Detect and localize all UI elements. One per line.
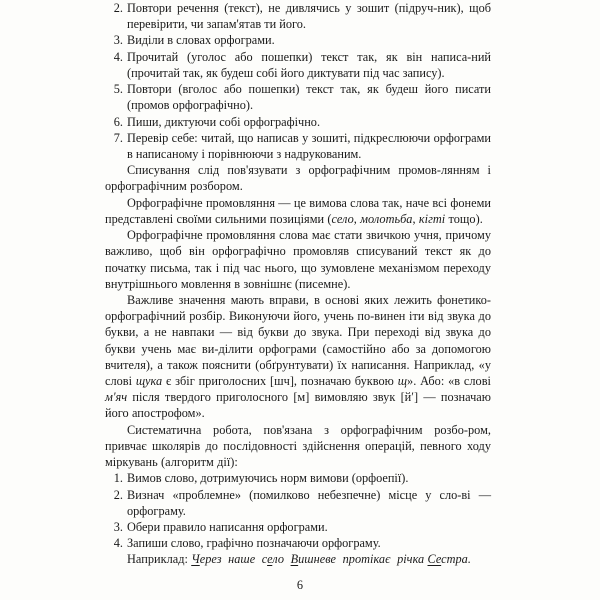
list-item-number: 4. <box>113 536 123 551</box>
orthogram-underline: В <box>290 552 299 567</box>
paragraph-text-part: ». Або: «в слові <box>407 374 491 389</box>
list-item-text: Повтори речення (текст), не дивлячись у зошит (підруч-ник), щоб перевірити, чи запам'ятав ти його. <box>127 1 491 32</box>
example-word-part: стра <box>441 552 468 567</box>
paragraph-zvychka <box>105 227 491 292</box>
list-item-text: Пиши, диктуючи собі орфографічно. <box>127 114 321 129</box>
paragraph-fonetyko-orfografichnyi-rozbir <box>105 292 491 422</box>
list-item <box>105 81 491 113</box>
paragraph-text-part: після твердого приголосного [м] вимовляю звук [й′] — позначаю його апострофом». <box>105 390 491 421</box>
list-item-text: Прочитай (уголос або пошепки) текст так, як він написа-ний (прочитай так, як будеш собі його диктувати під час запису). <box>127 49 491 80</box>
list-item-number: 3. <box>113 33 123 48</box>
list-item-number: 5. <box>113 82 123 97</box>
list-item <box>105 32 491 48</box>
example-word-part: ло <box>272 552 284 567</box>
list-item <box>105 114 491 130</box>
example-lead: Наприклад: <box>127 552 192 567</box>
list-item-number: 4. <box>113 49 123 64</box>
list-item-text: Запиши слово, графічно позначаючи орфограму. <box>127 536 381 551</box>
example-word-part: с <box>261 552 268 567</box>
list-item-text: Перевір себе: читай, що написав у зошиті, підкреслюючи орфограми в написаному і порівнюючи з надрукованим. <box>127 130 491 161</box>
text-column <box>105 0 491 568</box>
list-item <box>105 470 491 486</box>
orthogram-underline: е <box>267 552 273 567</box>
italic-term-selo: село <box>331 211 354 226</box>
paragraph-text-part: Орфографічне промовляння — це вимова слова так, наче всі фонеми представлені своїми сильними позиціями ( <box>105 195 491 226</box>
paragraph-text-part: , <box>412 211 419 226</box>
italic-term-myach: м'яч <box>105 390 128 405</box>
paragraph-spysuvannya <box>105 162 491 194</box>
list-item <box>105 519 491 535</box>
example-period: . <box>467 552 471 567</box>
list-item-number: 7. <box>113 130 123 145</box>
paragraph-text: Списування слід пов'язувати з орфографічним промов-лянням і орфографічним розбором. <box>105 163 491 194</box>
numbered-list-top <box>105 0 491 162</box>
list-item <box>105 0 491 32</box>
list-item-text: Вимов слово, дотримуючись норм вимови (орфоепії). <box>127 471 409 486</box>
example-word-part: ишневе <box>298 552 337 567</box>
list-item <box>105 487 491 519</box>
example-word: наше <box>228 552 256 567</box>
paragraph-orfografichne-promovlyannya-definition <box>105 195 491 227</box>
example-word: річка <box>397 552 425 567</box>
example-word-part: ерез <box>199 552 222 567</box>
list-item-number: 6. <box>113 114 123 129</box>
paragraph-text: Систематична робота, пов'язана з орфографічним розбо-ром, привчає школярів до послідовності здійснення операцій, певного ходу міркувань (алгоритм дії): <box>105 422 491 470</box>
page-number: 6 <box>296 578 304 592</box>
paragraph-text-part: Важливе значення мають вправи, в основі яких лежить фонетико-орфографічний розбір. Виконуючи його, учень по-винен іти від звука до букви, а не навпаки — від букви до звука. При переході від звука до букви учень має ви-ділити орфограми (самостійно або за допомогою вчителя), а також пояснити (обґрунтувати) їх написання. Наприклад, «у слові <box>105 292 491 389</box>
list-item-text: Виділи в словах орфограми. <box>127 33 275 48</box>
paragraph-text-part: є збіг приголосних [шч], позначаю буквою <box>162 374 398 389</box>
list-item-number: 2. <box>113 487 123 502</box>
list-item-text: Обери правило написання орфограми. <box>127 520 328 534</box>
orthogram-underline: Се <box>427 552 442 567</box>
list-item-number: 3. <box>113 520 123 534</box>
paragraph-systematychna-robota <box>105 422 491 471</box>
example-word: протікає <box>342 552 391 567</box>
list-item <box>105 130 491 162</box>
example-sentence <box>191 552 471 566</box>
list-item-text: Визнач «проблемне» (помилково небезпечне) місце у сло-ві — орфограму. <box>127 487 491 518</box>
paragraph-text: Орфографічне промовляння слова має стати звичкою учня, причому важливо, щоб він орфографічно промовляв списуваний текст як до початку письма, так і під час нього, що зумовлене механізмом переходу внутрішнього мовлення в зовнішнє (писемне). <box>105 228 491 291</box>
italic-term-shch: щ <box>397 374 408 389</box>
orthogram-underline: Ч <box>191 552 200 567</box>
list-item-text: Повтори (вголос або пошепки) текст так, як будеш його писати (промов орфографічно). <box>127 82 491 113</box>
italic-term-shchuka: щука <box>135 374 163 389</box>
paragraph-example <box>105 551 491 567</box>
paragraph-text-part: , <box>353 211 361 226</box>
list-item-number: 2. <box>113 1 123 15</box>
numbered-list-algorithm <box>105 470 491 551</box>
list-item <box>105 535 491 551</box>
italic-term-molotba: молотьба <box>360 211 413 226</box>
paragraph-text-part: тощо). <box>445 211 483 226</box>
list-item-number: 1. <box>113 471 123 486</box>
list-item <box>105 49 491 81</box>
italic-term-kigti: кігті <box>418 211 446 226</box>
